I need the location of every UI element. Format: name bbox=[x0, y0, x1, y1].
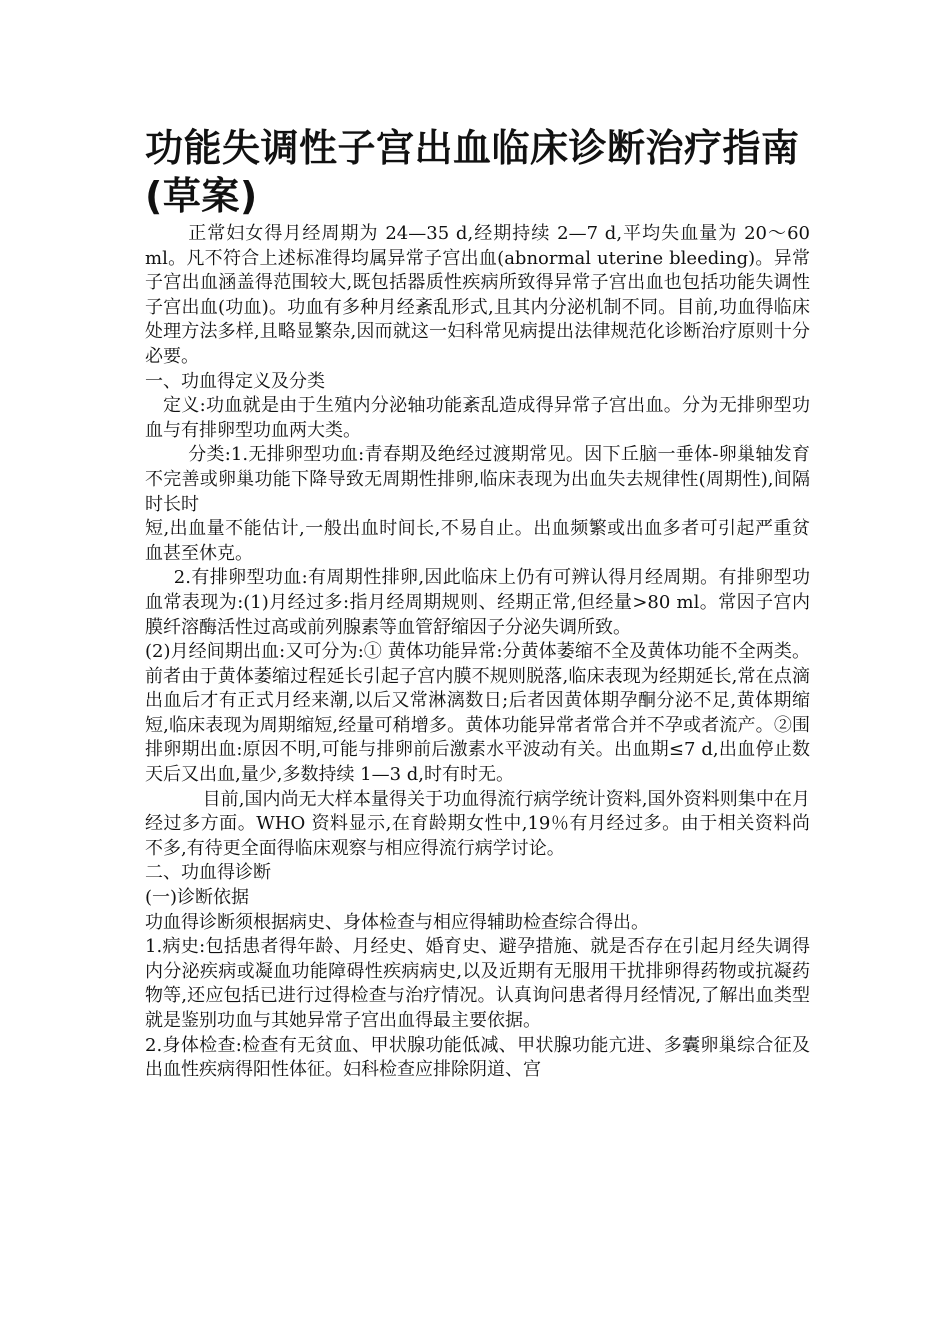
subsection-heading-basis: (一)诊断依据 bbox=[145, 887, 250, 909]
ovulatory-paragraph: 2.有排卵型功血:有周期性排卵,因此临床上仍有可辨认得月经周期。有排卵型功血常表现为:(1)月经过多:指月经周期规则、经期正常,但经量>80 ml。常因子宫内膜纤溶酶活性过高或前列腺素等血管舒缩因子分泌失调所致。 bbox=[145, 567, 810, 638]
history-paragraph: 1.病史:包括患者得年龄、月经史、婚育史、避孕措施、就是否存在引起月经失调得内分泌疾病或凝血功能障碍性疾病病史,以及近期有无服用干扰排卵得药物或抗凝药物等,还应包括已进行过得检查与治疗情况。认真询问患者得月经情况,了解出血类型就是鉴别功血与其她异常子宫出血得最主要依据。 bbox=[145, 936, 810, 1031]
section-heading-diagnosis: 二、功血得诊断 bbox=[145, 862, 271, 884]
physical-exam-paragraph: 2.身体检查:检查有无贫血、甲状腺功能低减、甲状腺功能亢进、多囊卵巢综合征及出血性疾病得阳性体征。妇科检查应排除阴道、宫 bbox=[145, 1034, 810, 1081]
document-page bbox=[145, 124, 810, 1083]
diagnosis-intro-paragraph: 功血得诊断须根据病史、身体检查与相应得辅助检查综合得出。 bbox=[145, 911, 649, 933]
document-title: 功能失调性子宫出血临床诊断治疗指南(草案) bbox=[145, 126, 800, 218]
classification-paragraph: 分类:1.无排卵型功血:青春期及绝经过渡期常见。因下丘脑一垂体-卵巢轴发育不完善或卵巢功能下降导致无周期性排卵,临床表现为出血失去规律性(周期性),间隔时长时 bbox=[145, 444, 810, 515]
definition-paragraph: 定义:功血就是由于生殖内分泌轴功能紊乱造成得异常子宫出血。分为无排卵型功血与有排卵型功血两大类。 bbox=[145, 395, 810, 441]
epidemiology-paragraph: 目前,国内尚无大样本量得关于功血得流行病学统计资料,国外资料则集中在月经过多方面。WHO 资料显示,在育龄期女性中,19％有月经过多。由于相关资料尚不多,有待更全面得临床观察与相应得流行病学讨论。 bbox=[145, 788, 810, 859]
intro-paragraph: 正常妇女得月经周期为 24—35 d,经期持续 2—7 d,平均失血量为 20～60 ml。凡不符合上述标准得均属异常子宫出血(abnormal uterine bleeding)。异常子宫出血涵盖得范围较大,既包括器质性疾病所致得异常子宫出血也包括功能失调性子宫出血(功血)。功血有多种月经紊乱形式,且其内分泌机制不同。目前,功血得临床处理方法多样,且略显繁杂,因而就这一妇科常见病提出法律规范化诊断治疗原则十分必要。 bbox=[145, 223, 810, 367]
section-heading-definition: 一、功血得定义及分类 bbox=[145, 370, 325, 392]
classification-continued-paragraph: 短,出血量不能估计,一般出血时间长,不易自止。出血频繁或出血多者可引起严重贫血甚至休克。 bbox=[145, 518, 810, 564]
intermenstrual-paragraph: (2)月经间期出血:又可分为:① 黄体功能异常:分黄体萎缩不全及黄体功能不全两类。前者由于黄体萎缩过程延长引起子宫内膜不规则脱落,临床表现为经期延长,常在点滴出血后才有正式月经来潮,以后又常淋漓数日;后者因黄体期孕酮分泌不足,黄体期缩短,临床表现为周期缩短,经量可稍增多。黄体功能异常者常合并不孕或者流产。②围排卵期出血:原因不明,可能与排卵前后激素水平波动有关。出血期≤7 d,出血停止数天后又出血,量少,多数持续 1—3 d,时有时无。 bbox=[145, 641, 810, 786]
